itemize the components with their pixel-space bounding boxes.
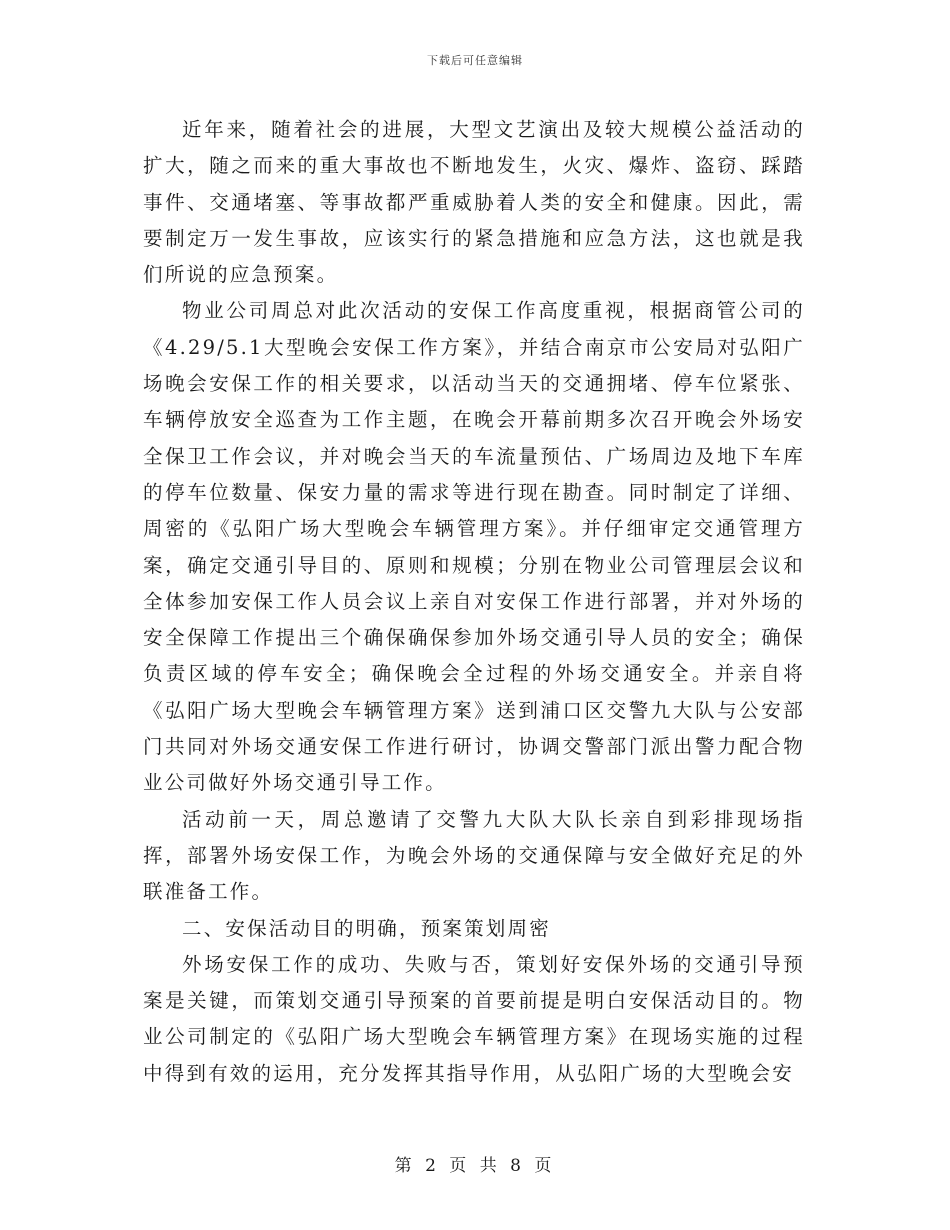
document-body xyxy=(143,112,805,1092)
paragraph-objectives: 外场安保工作的成功、失败与否，策划好安保外场的交通引导预案是关键，而策划交通引导预案的首要前提是明白安保活动目的。物业公司制定的《弘阳广场大型晚会车辆管理方案》在现场实施的过程中得到有效的运用，充分发挥其指导作用，从弘阳广场的大型晚会安 xyxy=(143,952,805,1085)
paragraph-planning: 物业公司周总对此次活动的安保工作高度重视，根据商管公司的《4.29/5.1大型晚会安保工作方案》，并结合南京市公安局对弘阳广场晚会安保工作的相关要求，以活动当天的交通拥堵、停车位紧张、车辆停放安全巡查为工作主题，在晚会开幕前期多次召开晚会外场安全保卫工作会议，并对晚会当天的车流量预估、广场周边及地下车库的停车位数量、保安力量的需求等进行现在勘查。同时制定了详细、周密的《弘阳广场大型晚会车辆管理方案》。并仔细审定交通管理方案，确定交通引导目的、原则和规模；分别在物业公司管理层会议和全体参加安保工作人员会议上亲自对安保工作进行部署，并对外场的安全保障工作提出三个确保确保参加外场交通引导人员的安全；确保负责区域的停车安全；确保晚会全过程的外场交通安全。并亲自将《弘阳广场大型晚会车辆管理方案》送到浦口区交警九大队与公安部门共同对外场交通安保工作进行研讨，协调交警部门派出警力配合物业公司做好外场交通引导工作。 xyxy=(143,299,805,795)
paragraph-rehearsal: 活动前一天，周总邀请了交警九大队大队长亲自到彩排现场指挥，部署外场安保工作，为晚会外场的交通保障与安全做好充足的外联准备工作。 xyxy=(143,807,805,904)
paragraph-intro: 近年来，随着社会的进展，大型文艺演出及较大规模公益活动的扩大，随之而来的重大事故也不断地发生，火灾、爆炸、盗窃、踩踏事件、交通堵塞、等事故都严重威胁着人类的安全和健康。因此，需要制定万一发生事故，应该实行的紧急措施和应急方法，这也就是我们所说的应急预案。 xyxy=(143,118,805,287)
section-heading-two: 二、安保活动目的明确，预案策划周密 xyxy=(182,916,551,940)
page-footer-number: 第 2 页 共 8 页 xyxy=(394,1156,556,1176)
page-header-note: 下载后可任意编辑 xyxy=(427,54,523,67)
